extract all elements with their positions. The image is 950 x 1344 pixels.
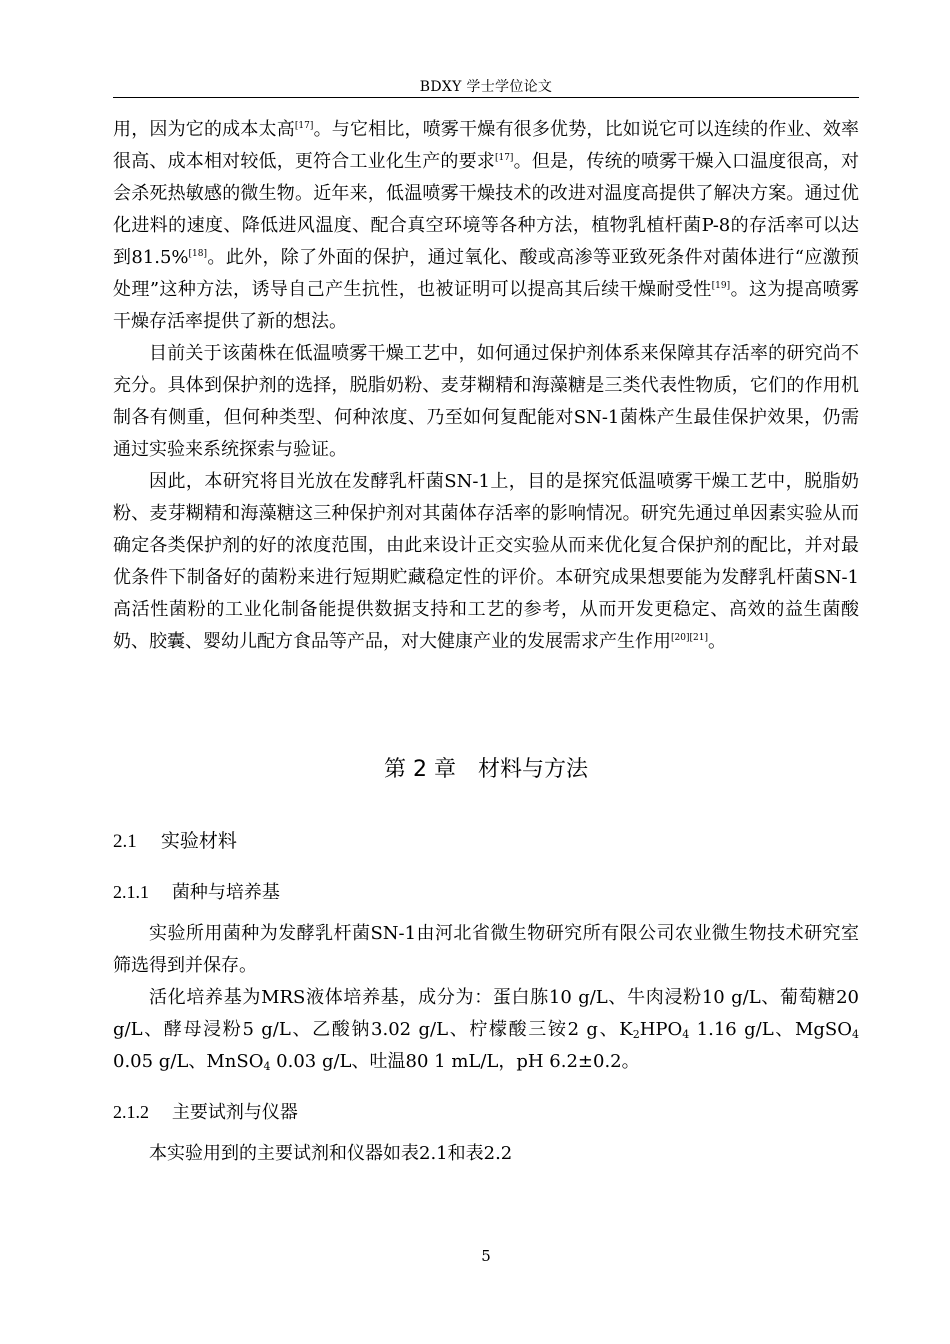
header-divider <box>113 97 859 98</box>
chapter-title: 材料与方法 <box>477 757 588 782</box>
reagents-paragraph: 本实验用到的主要试剂和仪器如表2.1和表2.2 <box>149 1143 513 1164</box>
subsection-number: 2.1.1 <box>113 882 149 902</box>
citation-20-21: [20][21] <box>671 633 708 643</box>
medium-text-b: HPO <box>639 1019 683 1040</box>
paragraph-3 <box>113 466 859 658</box>
intro-body <box>113 114 859 658</box>
subsection-number: 2.1.2 <box>113 1102 149 1122</box>
paragraph-1-text-e: 。这为提高喷雾干燥存活率提供了新的想法。 <box>113 279 860 332</box>
chapter-heading <box>113 752 859 783</box>
paragraph-1 <box>113 114 859 338</box>
section-heading-2-1 <box>113 826 237 853</box>
citation-17a: [17] <box>294 121 314 131</box>
citation-19: [19] <box>711 281 731 291</box>
strain-paragraph: 实验所用菌种为发酵乳杆菌SN-1由河北省微生物研究所有限公司农业微生物技术研究室筛选得到并保存。 <box>113 923 859 976</box>
subscript-4a: 4 <box>682 1028 690 1041</box>
paragraph-1-text-d: 。此外，除了外面的保护，通过氧化、酸或高渗等亚致死条件对菌体进行“应激预处理”这种方法，诱导自己产生抗性，也被证明可以提高其后续干燥耐受性 <box>113 247 859 300</box>
chapter-number: 第 2 章 <box>384 757 456 782</box>
page-number: 5 <box>481 1247 491 1265</box>
subscript-4c: 4 <box>263 1060 271 1073</box>
section-heading-2-1-1 <box>113 878 280 904</box>
citation-18: [18] <box>188 249 208 259</box>
running-header: BDXY 学士学位论文 <box>419 79 553 95</box>
subscript-2: 2 <box>632 1028 640 1041</box>
section-2-1-2-body <box>113 1138 859 1170</box>
section-number: 2.1 <box>113 831 137 852</box>
medium-paragraph <box>113 982 859 1078</box>
section-2-1-1-body <box>113 918 859 1078</box>
section-heading-2-1-2 <box>113 1098 298 1124</box>
medium-text-e: 0.03 g/L、吐温80 1 mL/L，pH 6.2±0.2。 <box>270 1051 640 1072</box>
section-title: 实验材料 <box>160 830 237 852</box>
paragraph-3-text: 因此，本研究将目光放在发酵乳杆菌SN-1上，目的是探究低温喷雾干燥工艺中，脱脂奶粉、麦芽糊精和海藻糖这三种保护剂对其菌体存活率的影响情况。研究先通过单因素实验从而确定各类保护剂的好的浓度范围，由此来设计正交实验从而来优化复合保护剂的配比，并对最优条件下制备好的菌粉来进行短期贮藏稳定性的评价。本研究成果想要能为发酵乳杆菌SN-1高活性菌粉的工业化制备能提供数据支持和工艺的参考，从而开发更稳定、高效的益生菌酸奶、胶囊、婴幼儿配方食品等产品，对大健康产业的发展需求产生作用 <box>113 471 859 652</box>
paragraph-1-text-b: 。与它相比，喷雾干燥有很多优势，比如说它可以连续的作业、效率很高、成本相对较低，更符合工业化生产的要求 <box>113 119 860 172</box>
paragraph-1-text-c: 。但是，传统的喷雾干燥入口温度很高，对会杀死热敏感的微生物。近年来，低温喷雾干燥技术的改进对温度高提供了解决方案。通过优化进料的速度、降低进风温度、配合真空环境等各种方法，植物乳植杆菌P-8的存活率可以达到81.5% <box>113 151 860 268</box>
paragraph-1-text-a: 用，因为它的成本太高 <box>113 119 295 140</box>
citation-17b: [17] <box>494 153 514 163</box>
subsection-title: 主要试剂与仪器 <box>171 1102 298 1123</box>
subscript-4b: 4 <box>852 1028 859 1041</box>
subsection-title: 菌种与培养基 <box>171 882 280 903</box>
paragraph-2: 目前关于该菌株在低温喷雾干燥工艺中，如何通过保护剂体系来保障其存活率的研究尚不充分。具体到保护剂的选择，脱脂奶粉、麦芽糊精和海藻糖是三类代表性物质，它们的作用机制各有侧重，但何种类型、何种浓度、乃至如何复配能对SN-1菌株产生最佳保护效果，仍需通过实验来系统探索与验证。 <box>113 343 859 460</box>
medium-text-d: 0.05 g/L、MnSO <box>113 1051 264 1072</box>
medium-text-a: 活化培养基为MRS液体培养基，成分为：蛋白胨10 g/L、牛肉浸粉10 g/L、葡萄糖20 g/L、酵母浸粉5 g/L、乙酸钠3.02 g/L、柠檬酸三铵2 g、K <box>113 987 859 1040</box>
medium-text-c: 1.16 g/L、MgSO <box>689 1019 852 1040</box>
paragraph-3-end: 。 <box>707 631 726 652</box>
